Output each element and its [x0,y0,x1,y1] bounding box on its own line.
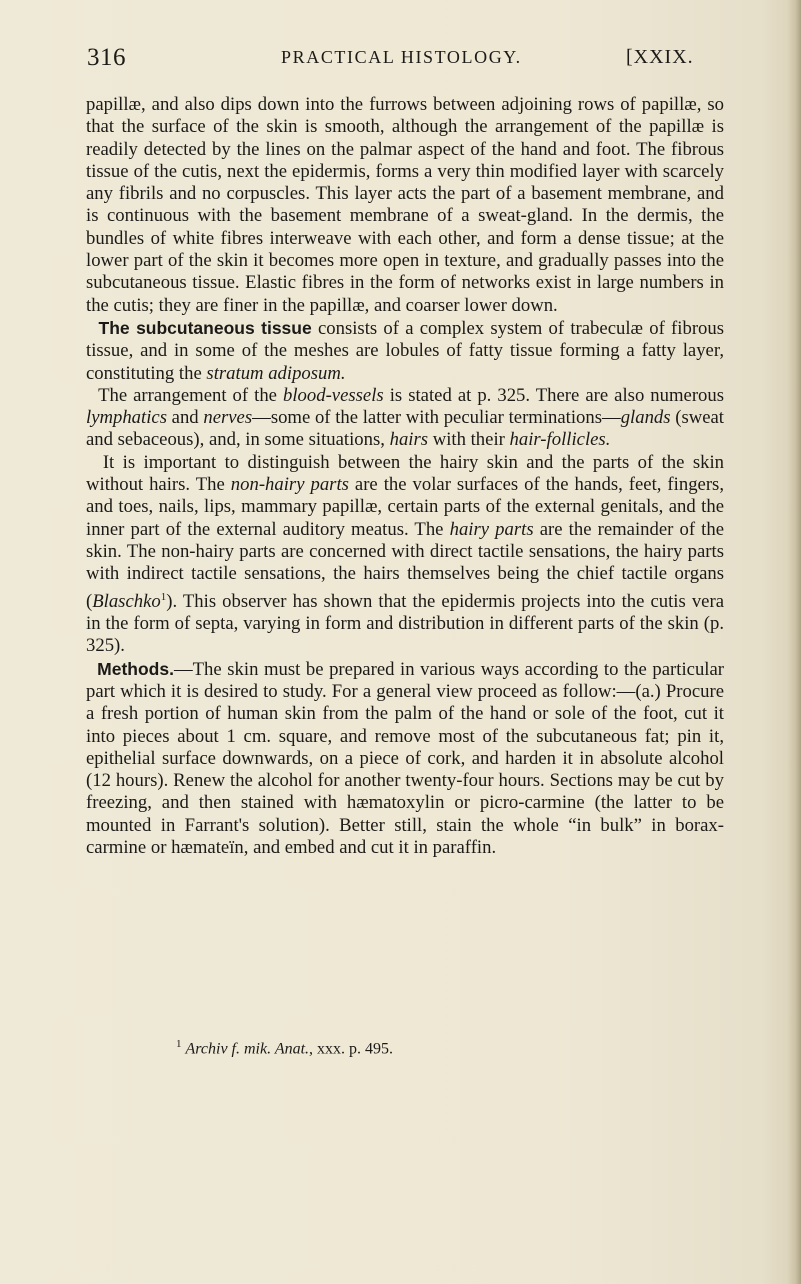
italic-term: Blaschko [92,590,161,612]
paragraph-text: ). This observer has shown that the epidermis projects into the cutis vera in the form of septa, varying in form and distribution in different parts of the skin (p. 325). [86,590,724,657]
page-number: 316 [87,44,126,71]
paragraph-text: papillæ, and also dips down into the furrows between adjoining rows of papillæ, so that the surface of the skin is smooth, although the arrangement of the papillæ is readily detected by the lines on the palmar aspect of the hand and foot. The fibrous tissue of the cutis, next the epidermis, forms a very thin modified layer with scarcely any fibrils and no corpuscles. This layer acts the part of a basement membrane, and is continuous with the basement membrane of a sweat-gland. In the dermis, the bundles of white fibres interweave with each other, and form a dense tissue; at the lower part of the skin it becomes more open in texture, and gradually passes into the subcutaneous tissue. Elastic fibres in the form of networks exist in large numbers in the cutis; they are finer in the papillæ, and coarser lower down. [86,94,724,316]
italic-term: hairy parts [449,518,534,540]
paragraph-text: consists of a complex system of trabeculæ of fibrous tissue, and in some of the meshes are lobules of fatty tissue forming a fatty layer, constituting the [86,317,725,384]
paragraph-subcutaneous [86,317,724,385]
footnote-marker: 1 [160,590,167,603]
footnote-source: Archiv f. mik. Anat. [185,1040,310,1058]
italic-term: non-hairy parts [230,474,349,496]
footnote-reference: , xxx. p. 495. [309,1040,394,1058]
paragraph-text: —The skin must be prepared in various ways according to the particular part which it is desired to study. For a general view proceed as follow:—(a.) Procure a fresh portion of human skin from the palm of the hand or sole of the foot, cut it into pieces about 1 cm. square, and remove most of the subcutaneous fat; pin it, epithelial surface downwards, on a piece of cork, and harden it in absolute alcohol (12 hours). Renew the alcohol for another twenty-four hours. Sections may be cut by freezing, and then stained with hæmatoxylin or picro-carmine (the latter to be mounted in Farrant's solution). Better still, stain the whole “in bulk” in borax-carmine or hæmateïn, and embed and cut it in paraffin. [86,658,725,859]
paragraph-text: is stated at p. 325. There are also numerous [383,384,725,406]
page-edge-shadow [787,0,801,1284]
running-head: PRACTICAL HISTOLOGY. [281,47,522,67]
section-heading-subcutaneous: The subcutaneous tissue [98,317,312,338]
italic-term: nerves [203,407,253,429]
italic-term: hair-follicles. [509,429,611,451]
paragraph-blood-vessels [86,385,724,452]
paragraph-text: are the remainder of the skin. The non-hairy parts are concerned with direct tactile sensations, the hairy parts with indirect tactile sensations, the hairs themselves being the chief tactile organs ( [86,518,725,612]
paragraph-text: and [166,407,204,429]
italic-term: stratum adiposum. [206,362,346,384]
footnote [176,1038,716,1058]
paragraph-text: (sweat and sebaceous), and, in some situations, [86,407,724,451]
paragraph-hairy-skin [86,452,724,658]
italic-term: blood-vessels [283,384,384,406]
paragraph-text: —some of the latter with peculiar terminations— [252,407,621,429]
paragraph-text: The arrangement of the [98,384,283,406]
italic-term: hairs [389,429,429,451]
section-heading-methods: Methods. [97,658,174,679]
paragraph-cutis [86,94,724,317]
body-text [86,94,724,859]
paragraph-methods [86,658,724,860]
section-reference: [XXIX. [626,46,694,68]
paragraph-text: It is important to distinguish between the hairy skin and the parts of the skin without hairs. The [86,451,725,496]
page-header [87,44,717,74]
paragraph-text: with their [428,429,510,451]
italic-term: glands [620,407,671,429]
paragraph-text: are the volar surfaces of the hands, feet, fingers, and toes, nails, lips, mammary papillæ, certain parts of the external genitals, and the inner part of the external auditory meatus. The [86,474,724,540]
italic-term: lymphatics [86,407,167,429]
footnote-number: 1 [176,1038,182,1050]
